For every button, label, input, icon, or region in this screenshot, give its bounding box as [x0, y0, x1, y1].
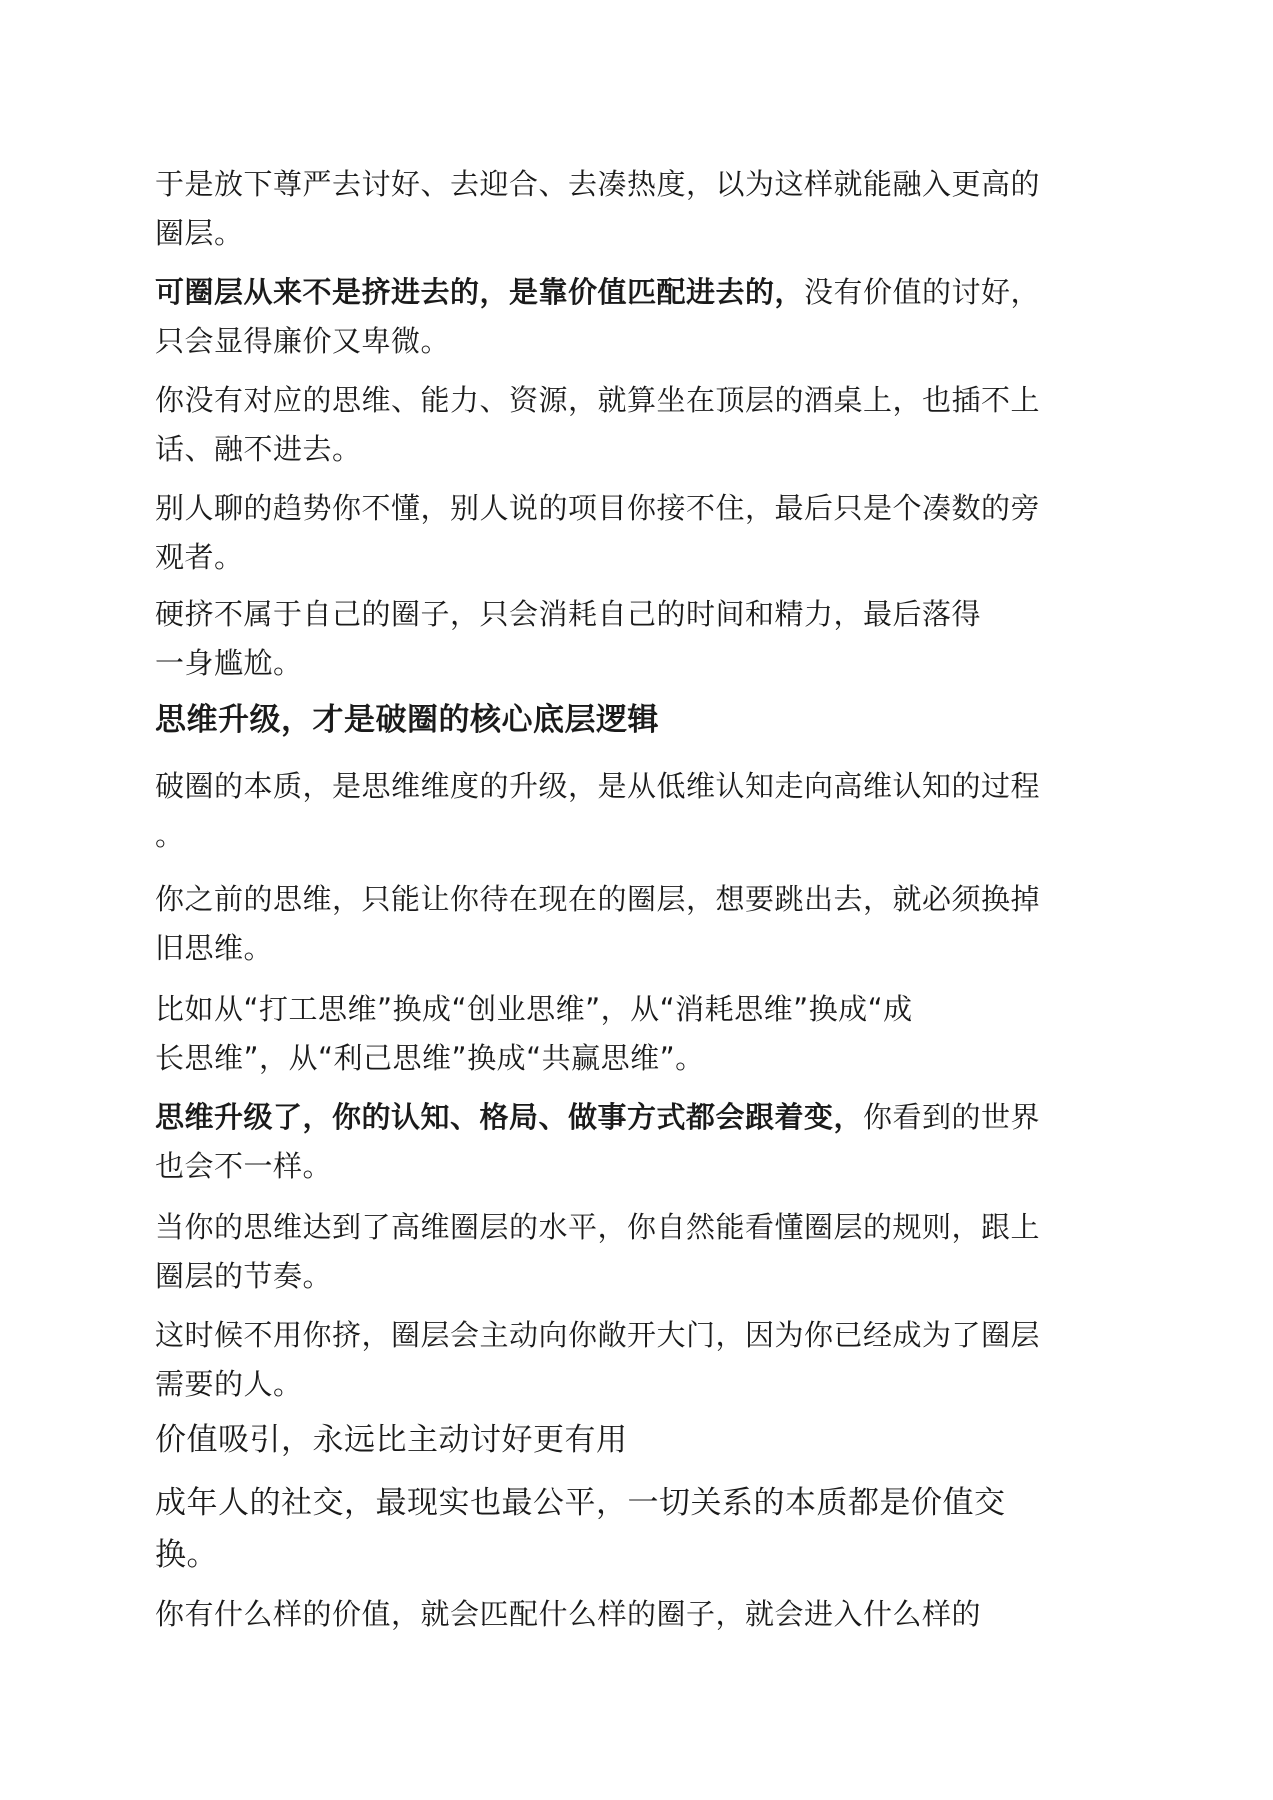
paragraph	[155, 590, 1095, 688]
paragraph	[155, 1311, 1095, 1409]
text-line: 也会不一样。	[155, 1149, 333, 1183]
text-line: 观者。	[155, 540, 244, 574]
section-heading: 价值吸引，永远比主动讨好更有用	[155, 1422, 628, 1458]
text-line: 硬挤不属于自己的圈子，只会消耗自己的时间和精力，最后落得	[155, 597, 982, 631]
text-line: 比如从“打工思维”换成“创业思维”，从“消耗思维”换成“成	[155, 992, 913, 1026]
text-line: 圈层的节奏。	[155, 1259, 333, 1293]
bold-text: 思维升级了，你的认知、格局、做事方式都会跟着变，	[155, 1100, 864, 1134]
text-line: 话、融不进去。	[155, 432, 362, 466]
paragraph	[155, 1477, 1095, 1581]
paragraph	[155, 160, 1095, 258]
text-line: 这时候不用你挤，圈层会主动向你敞开大门，因为你已经成为了圈层	[155, 1318, 1041, 1352]
paragraph	[155, 484, 1095, 582]
paragraph	[155, 985, 1095, 1083]
text-line: 别人聊的趋势你不懂，别人说的项目你接不住，最后只是个凑数的旁	[155, 491, 1041, 525]
text-line: 圈层。	[155, 216, 244, 250]
text-line	[155, 1093, 1095, 1142]
paragraph	[155, 1203, 1095, 1301]
text-line	[155, 268, 1095, 317]
paragraph	[155, 1093, 1095, 1191]
text-line: 你有什么样的价值，就会匹配什么样的圈子，就会进入什么样的	[155, 1597, 982, 1631]
text-line: 需要的人。	[155, 1367, 303, 1401]
bold-text: 可圈层从来不是挤进去的，是靠价值匹配进去的，	[155, 275, 805, 309]
text-span: 没有价值的讨好，	[804, 275, 1041, 309]
text-span: 你看到的世界	[863, 1100, 1041, 1134]
text-line: 长思维”，从“利己思维”换成“共赢思维”。	[155, 1041, 705, 1075]
text-line: 成年人的社交，最现实也最公平，一切关系的本质都是价值交	[155, 1485, 1006, 1521]
text-line: 你没有对应的思维、能力、资源，就算坐在顶层的酒桌上，也插不上	[155, 383, 1041, 417]
paragraph	[155, 376, 1095, 474]
paragraph	[155, 268, 1095, 366]
paragraph	[155, 875, 1095, 973]
section-heading: 思维升级，才是破圈的核心底层逻辑	[155, 702, 659, 738]
text-line: 当你的思维达到了高维圈层的水平，你自然能看懂圈层的规则，跟上	[155, 1210, 1041, 1244]
paragraph	[155, 762, 1095, 860]
text-line: 只会显得廉价又卑微。	[155, 324, 451, 358]
text-line: 破圈的本质，是思维维度的升级，是从低维认知走向高维认知的过程	[155, 769, 1041, 803]
paragraph	[155, 1590, 1095, 1639]
text-line: 换。	[155, 1537, 218, 1573]
text-line: 。	[155, 818, 185, 852]
text-line: 一身尴尬。	[155, 646, 303, 680]
text-line: 于是放下尊严去讨好、去迎合、去凑热度，以为这样就能融入更高的	[155, 167, 1041, 201]
text-line: 旧思维。	[155, 931, 274, 965]
text-line: 你之前的思维，只能让你待在现在的圈层，想要跳出去，就必须换掉	[155, 882, 1041, 916]
